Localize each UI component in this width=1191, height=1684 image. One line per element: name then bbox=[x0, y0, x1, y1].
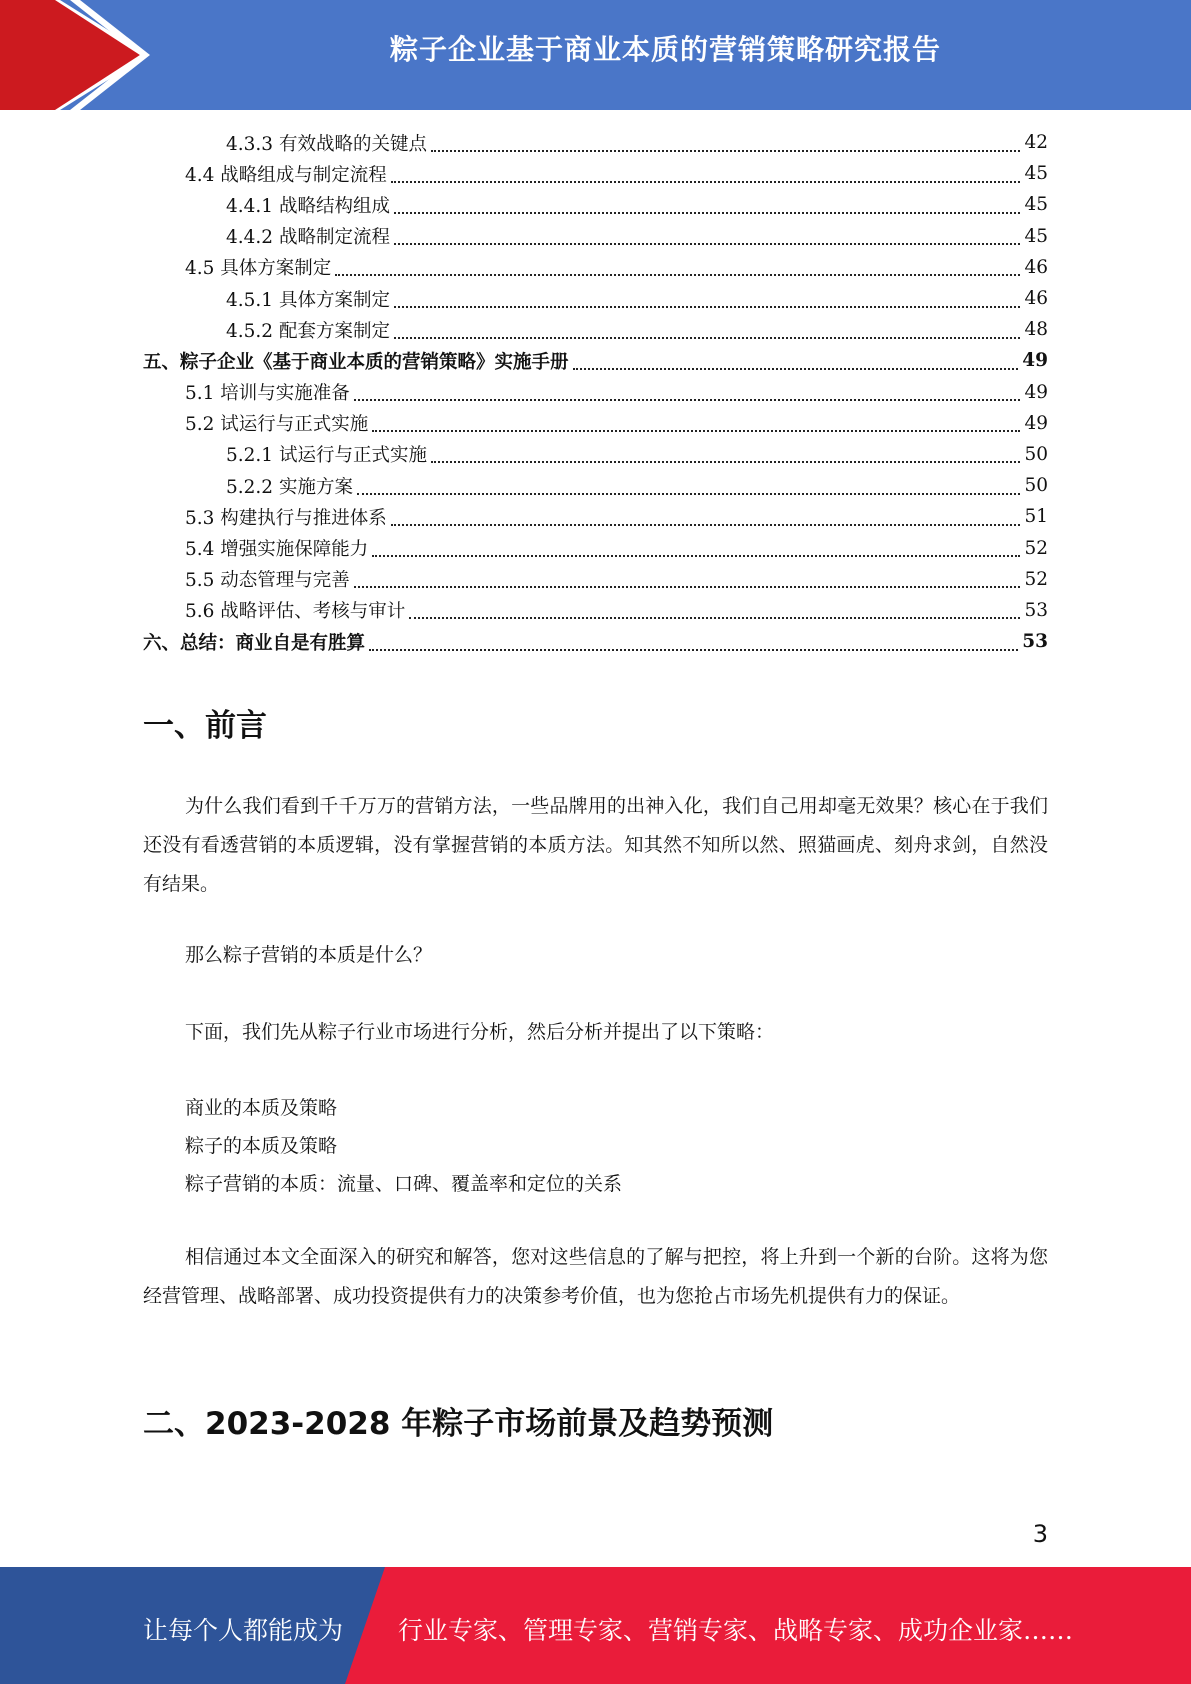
toc-dot-leader bbox=[372, 416, 1020, 432]
toc-entry[interactable] bbox=[143, 189, 1048, 220]
body-paragraph: 为什么我们看到千千万万的营销方法，一些品牌用的出神入化，我们自己用却毫无效果？核心在于我们还没有看透营销的本质逻辑，没有掌握营销的本质方法。知其然不知所以然、照猫画虎、刻舟求剑，自然没有结果。 bbox=[143, 795, 1048, 895]
toc-entry-page: 45 bbox=[1024, 225, 1048, 247]
toc-dot-leader bbox=[394, 292, 1020, 308]
body-paragraph: 下面，我们先从粽子行业市场进行分析，然后分析并提出了以下策略： bbox=[185, 1021, 775, 1043]
toc-entry-title: 5.1 培训与实施准备 bbox=[185, 383, 350, 405]
toc-entry-page: 49 bbox=[1022, 350, 1048, 372]
toc-entry[interactable] bbox=[143, 501, 1048, 532]
toc-entry[interactable] bbox=[143, 408, 1048, 439]
toc-dot-leader bbox=[372, 541, 1020, 557]
toc-entry-title: 4.5.1 具体方案制定 bbox=[226, 289, 390, 311]
toc-entry[interactable] bbox=[143, 283, 1048, 314]
toc-entry-title: 5.5 动态管理与完善 bbox=[185, 570, 350, 592]
toc-entry-title: 5.2 试运行与正式实施 bbox=[185, 414, 369, 436]
footer-slogan-left: 让每个人都能成为 bbox=[143, 1616, 344, 1645]
page-number: 3 bbox=[1032, 1520, 1048, 1548]
toc-dot-leader bbox=[391, 510, 1021, 526]
toc-dot-leader bbox=[394, 229, 1020, 245]
toc-entry-page: 49 bbox=[1024, 381, 1048, 403]
body-paragraph: 那么粽子营销的本质是什么？ bbox=[185, 944, 433, 966]
footer-slogan-right: 行业专家、管理专家、营销专家、战略专家、成功企业家…… bbox=[398, 1616, 1074, 1645]
table-of-contents bbox=[143, 127, 1048, 657]
toc-entry[interactable] bbox=[143, 221, 1048, 252]
toc-entry-title: 4.3.3 有效战略的关键点 bbox=[226, 133, 427, 155]
section-heading-preface: 一、前言 bbox=[143, 708, 267, 744]
toc-dot-leader bbox=[409, 603, 1020, 619]
toc-entry[interactable] bbox=[143, 564, 1048, 595]
section-heading-market-forecast: 二、2023-2028 年粽子市场前景及趋势预测 bbox=[143, 1406, 774, 1442]
toc-dot-leader bbox=[335, 260, 1020, 276]
toc-entry-title: 5.6 战略评估、考核与审计 bbox=[185, 601, 406, 623]
page-footer bbox=[0, 1567, 1191, 1684]
toc-entry-title: 4.5.2 配套方案制定 bbox=[226, 320, 390, 342]
toc-entry[interactable] bbox=[143, 252, 1048, 283]
toc-entry[interactable] bbox=[143, 127, 1048, 158]
toc-entry-page: 46 bbox=[1024, 256, 1048, 278]
toc-entry-page: 51 bbox=[1024, 506, 1048, 528]
list-item: 粽子的本质及策略 bbox=[185, 1135, 338, 1157]
toc-dot-leader bbox=[431, 447, 1020, 463]
toc-entry[interactable] bbox=[143, 439, 1048, 470]
toc-entry-page: 45 bbox=[1024, 194, 1048, 216]
toc-dot-leader bbox=[354, 572, 1021, 588]
toc-entry[interactable] bbox=[143, 314, 1048, 345]
toc-entry[interactable] bbox=[143, 595, 1048, 626]
toc-entry[interactable] bbox=[143, 532, 1048, 563]
toc-entry-page: 45 bbox=[1024, 163, 1048, 185]
toc-entry-title: 5.3 构建执行与推进体系 bbox=[185, 507, 387, 529]
toc-entry-title: 六、总结：商业自是有胜算 bbox=[143, 632, 366, 654]
toc-entry-title: 5.2.1 试运行与正式实施 bbox=[226, 445, 427, 467]
list-item: 粽子营销的本质：流量、口碑、覆盖率和定位的关系 bbox=[185, 1173, 623, 1195]
toc-entry[interactable] bbox=[143, 377, 1048, 408]
toc-entry[interactable] bbox=[143, 158, 1048, 189]
header-chevron-decoration bbox=[0, 0, 150, 110]
toc-entry-page: 50 bbox=[1024, 443, 1048, 465]
toc-entry[interactable] bbox=[143, 626, 1048, 657]
toc-dot-leader bbox=[369, 635, 1018, 651]
toc-dot-leader bbox=[391, 167, 1021, 183]
toc-dot-leader bbox=[357, 479, 1021, 495]
toc-entry-page: 53 bbox=[1022, 631, 1048, 653]
toc-entry-page: 49 bbox=[1024, 412, 1048, 434]
toc-entry-title: 5.4 增强实施保障能力 bbox=[185, 539, 369, 561]
toc-entry-page: 42 bbox=[1024, 132, 1048, 154]
toc-dot-leader bbox=[394, 198, 1020, 214]
body-paragraph: 相信通过本文全面深入的研究和解答，您对这些信息的了解与把控，将上升到一个新的台阶。这将为您经营管理、战略部署、成功投资提供有力的决策参考价值，也为您抢占市场先机提供有力的保证。 bbox=[143, 1246, 1048, 1307]
toc-entry-title: 4.4.2 战略制定流程 bbox=[226, 227, 390, 249]
toc-entry[interactable] bbox=[143, 470, 1048, 501]
page-header bbox=[0, 0, 1191, 110]
toc-dot-leader bbox=[431, 136, 1020, 152]
toc-entry-page: 52 bbox=[1024, 568, 1048, 590]
toc-entry-title: 4.4.1 战略结构组成 bbox=[226, 195, 390, 217]
toc-entry-title: 4.4 战略组成与制定流程 bbox=[185, 164, 387, 186]
toc-entry-title: 五、粽子企业《基于商业本质的营销策略》实施手册 bbox=[143, 351, 569, 373]
toc-dot-leader bbox=[354, 385, 1021, 401]
toc-entry-page: 50 bbox=[1024, 475, 1048, 497]
list-item: 商业的本质及策略 bbox=[185, 1097, 338, 1119]
toc-entry-title: 5.2.2 实施方案 bbox=[226, 476, 353, 498]
toc-entry-title: 4.5 具体方案制定 bbox=[185, 258, 332, 280]
toc-entry-page: 52 bbox=[1024, 537, 1048, 559]
toc-entry[interactable] bbox=[143, 345, 1048, 376]
toc-entry-page: 46 bbox=[1024, 288, 1048, 310]
toc-dot-leader bbox=[573, 354, 1019, 370]
toc-dot-leader bbox=[394, 323, 1020, 339]
toc-entry-page: 53 bbox=[1024, 599, 1048, 621]
toc-entry-page: 48 bbox=[1024, 319, 1048, 341]
report-title: 粽子企业基于商业本质的营销策略研究报告 bbox=[389, 33, 941, 66]
